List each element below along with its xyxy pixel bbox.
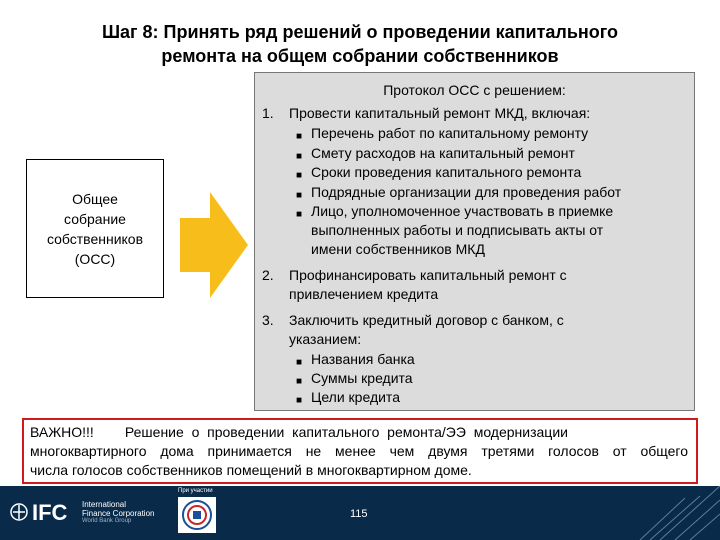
item-number: 1. [262,105,274,121]
bullet-text: Перечень работ по капитальному ремонту [311,125,589,141]
osc-box [26,159,164,298]
bullet-icon: ■ [296,131,303,142]
osc-line: собрание [64,210,126,227]
org-sub: World Bank Group [82,518,132,524]
protocol-heading: Протокол ОСС с решением: [383,82,566,98]
item-text-cont: привлечением кредита [289,286,439,302]
osc-line: (ОСС) [74,250,116,267]
ifc-emblem-icon [10,502,28,522]
item-text: Провести капитальный ремонт МКД, включая: [289,105,591,121]
page-number: 115 [350,508,368,520]
decorative-lines [630,486,720,540]
important-note [22,418,698,484]
partner-logo [178,497,216,533]
bullet-text-cont: выполненных работы и подписывать акты от [311,222,604,238]
osc-line: собственников [46,230,144,247]
org-name [82,500,154,518]
item-number: 3. [262,312,274,328]
bullet-text: Названия банка [311,351,415,367]
bullet-text: Суммы кредита [311,370,413,386]
bullet-icon: ■ [296,170,303,181]
important-line-1: ВАЖНО!!! Решение о проведении капитального ремонта/ЭЭ модернизации [30,424,568,440]
item-text-cont: указанием: [289,331,362,347]
bullet-text: Сроки проведения капитального ремонта [311,164,582,180]
bullet-text: Подрядные организации для проведения работ [311,184,622,200]
important-line-2: многоквартирного дома принимается не менее чем двумя третями голосов от общего [30,443,688,459]
bullet-icon: ■ [296,190,303,201]
item-number: 2. [262,267,274,283]
partner-label: При участии [178,488,213,494]
title-line-2: ремонта на общем собрании собственников [161,46,559,66]
org-name-line: Finance Corporation [82,509,155,518]
right-arrow-icon [180,192,248,298]
bullet-icon: ■ [296,395,303,406]
bullet-text-cont: имени собственников МКД [311,241,485,257]
important-line-3: числа голосов собственников помещений в многоквартирном доме. [30,462,472,478]
bullet-text: Цели кредита [311,389,400,405]
bullet-icon: ■ [296,151,303,162]
title-line-1: Шаг 8: Принять ряд решений о проведении капитального [101,22,619,42]
page-title [40,20,680,68]
item-text: Заключить кредитный договор с банком, с [289,312,564,328]
org-name-line: International [82,500,127,509]
bullet-icon: ■ [296,209,303,220]
bullet-text: Лицо, уполномоченное участвовать в приемке [311,203,614,219]
item-text: Профинансировать капитальный ремонт с [289,267,567,283]
footer-bar [0,486,720,540]
bullet-icon: ■ [296,357,303,368]
partner-emblem-icon [178,497,216,533]
ifc-logo: IFC [32,500,68,525]
bullet-icon: ■ [296,376,303,387]
osc-line: Общее [72,190,118,207]
bullet-text: Смету расходов на капитальный ремонт [311,145,575,161]
